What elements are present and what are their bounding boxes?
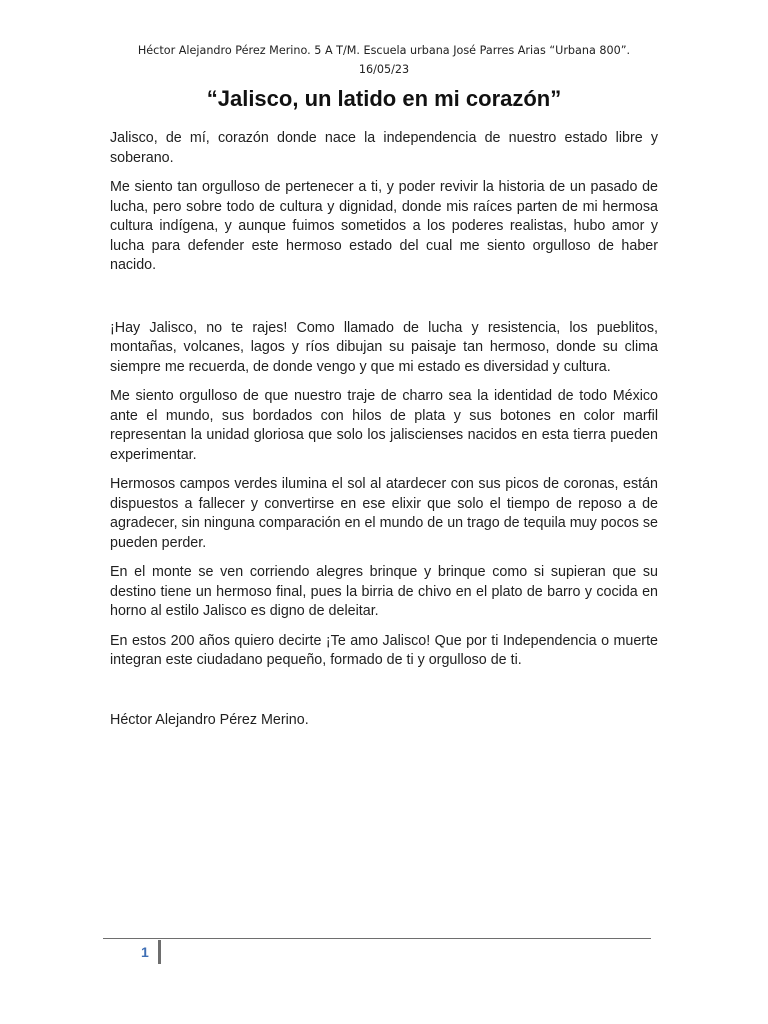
paragraph-1: Jalisco, de mí, corazón donde nace la independencia de nuestro estado libre y soberano. — [110, 130, 658, 166]
page-number: 1 — [141, 944, 149, 960]
paragraph-5: Hermosos campos verdes ilumina el sol al atardecer con sus picos de coronas, están dispuestos a fallecer y convertirse en ese elixir que solo el tiempo de reposo a de agradecer, sin ninguna comparación en el mundo de un trago de tequila muy pocos se pueden perder. — [110, 476, 658, 551]
signature: Héctor Alejandro Pérez Merino. — [110, 711, 309, 728]
paragraph-7: En estos 200 años quiero decirte ¡Te amo Jalisco! Que por ti Independencia o muerte integran este ciudadano pequeño, formado de ti y orgulloso de ti. — [110, 632, 658, 668]
header-author-school: Héctor Alejandro Pérez Merino. 5 A T/M. Escuela urbana José Parres Arias “Urbana 800”. — [137, 44, 631, 57]
paragraph-2: Me siento tan orgulloso de pertenecer a ti, y poder revivir la historia de un pasado de lucha, pero sobre todo de cultura y dignidad, donde mis raíces parten de mi hermosa cultura indígena, y aunque fuimos sometidos a los poderes realistas, hubo amor y lucha para defender este hermoso estado del cual me siento orgulloso de haber nacido. — [110, 179, 658, 273]
footer-rule — [103, 938, 651, 939]
document-body — [110, 129, 658, 740]
footer-vertical-bar — [158, 940, 161, 964]
header-date: 16/05/23 — [358, 63, 410, 76]
document-title: “Jalisco, un latido en mi corazón” — [206, 86, 562, 111]
paragraph-6: En el monte se ven corriendo alegres brinque y brinque como si supieran que su destino tiene un hermoso final, pues la birria de chivo en el plato de barro y cocida en horno al estilo Jalisco es digno de deleitar. — [110, 564, 658, 619]
paragraph-3: ¡Hay Jalisco, no te rajes! Como llamado de lucha y resistencia, los pueblitos, montañas, volcanes, lagos y ríos dibujan su paisaje tan hermoso, donde su clima siempre me recuerda, de donde vengo y que mi estado es diversidad y cultura. — [110, 319, 658, 375]
document-header — [0, 41, 768, 79]
paragraph-4: Me siento orgulloso de que nuestro traje de charro sea la identidad de todo México ante el mundo, sus bordados con hilos de plata y sus botones en color marfil representan la unidad gloriosa que solo los jaliscienses nacidos en esta tierra pueden experimentar. — [110, 388, 658, 463]
